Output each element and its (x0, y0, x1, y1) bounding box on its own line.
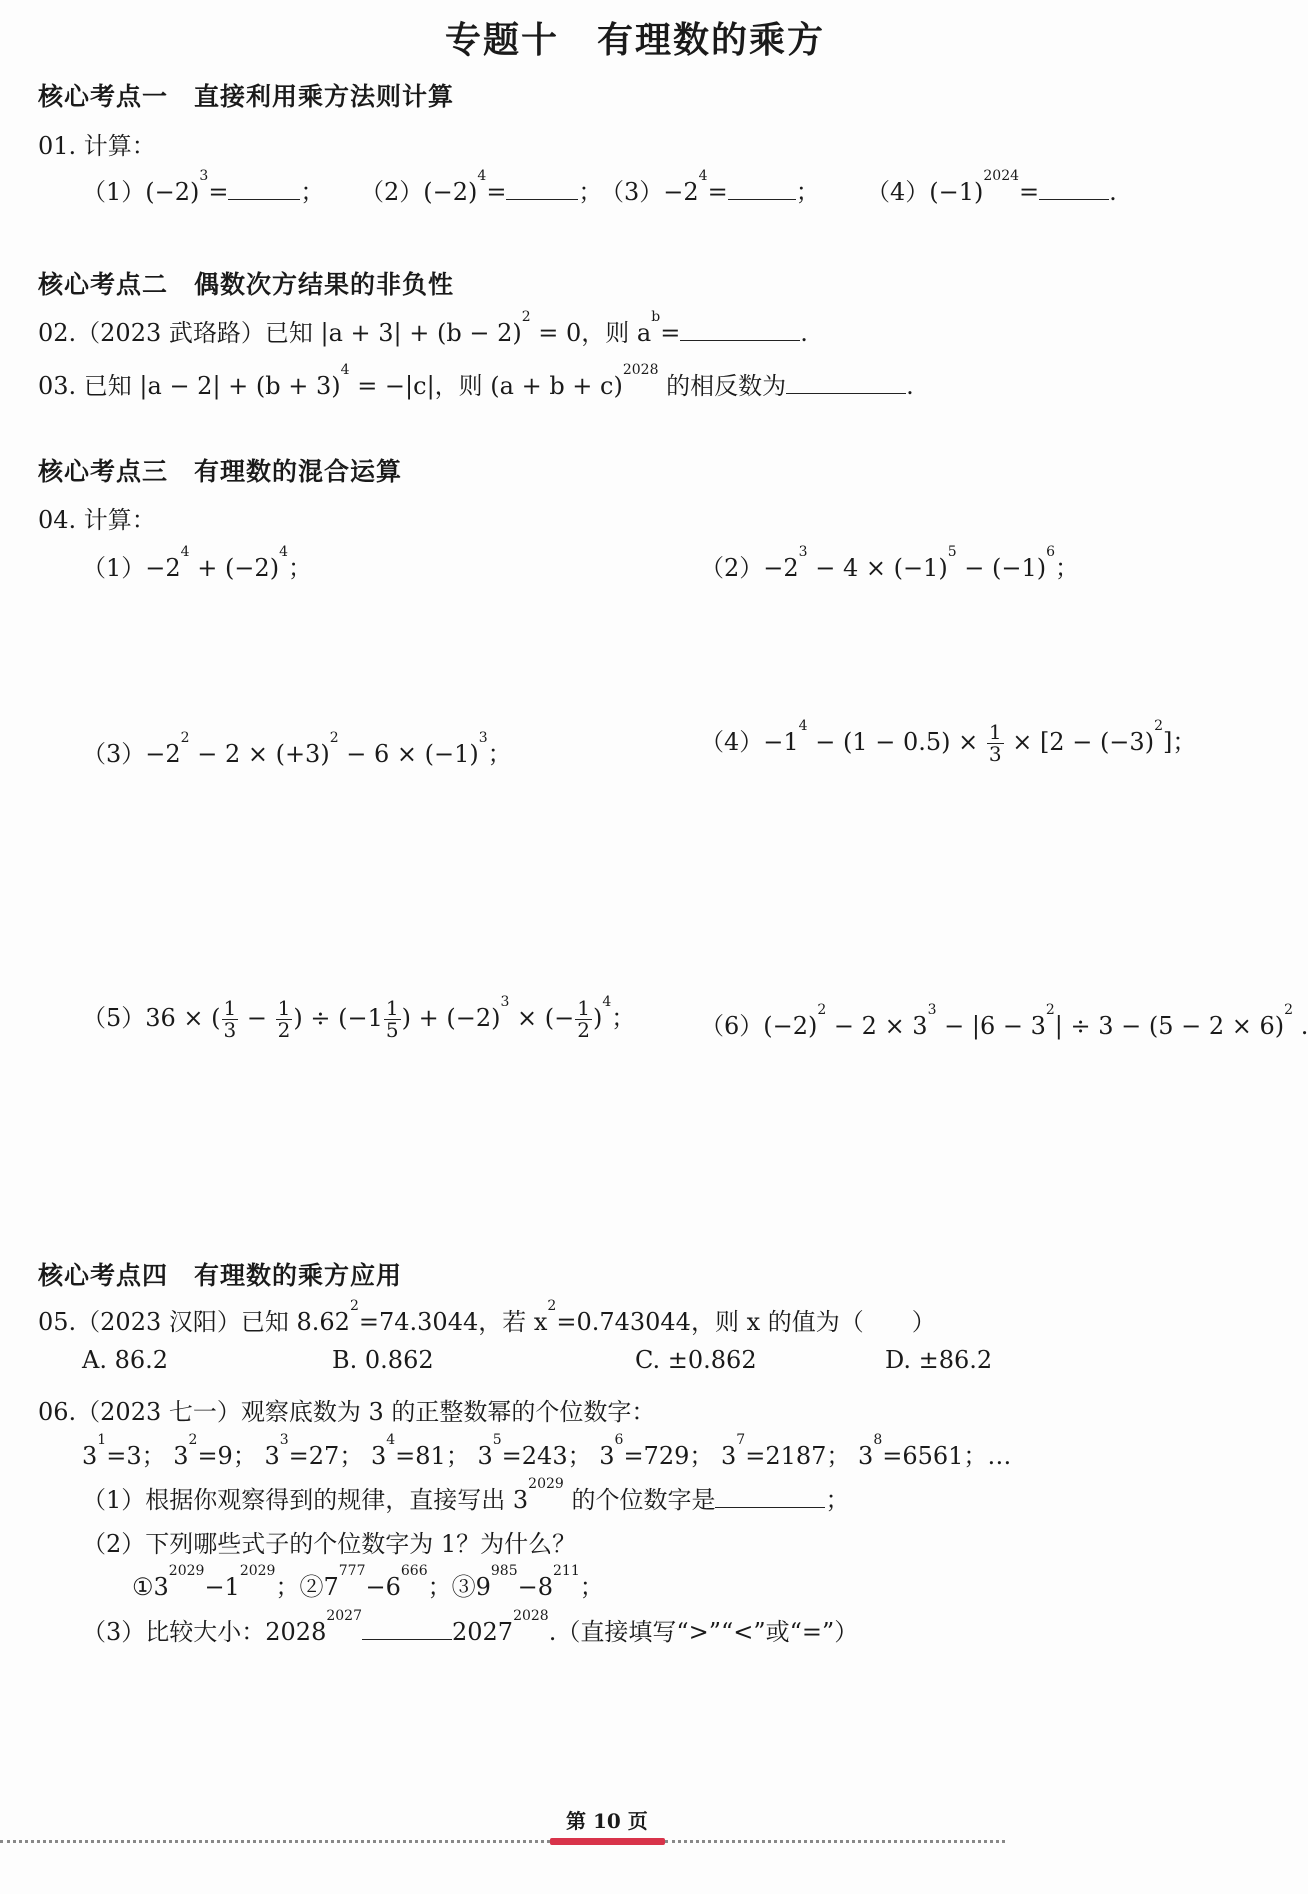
q05-option-c[interactable]: C. ±0.862 (635, 1346, 757, 1374)
fraction: $\frac{1}{2}$ (577, 996, 590, 1042)
question-06-heading: 06.（2023 七一）观察底数为 3 的正整数幂的个位数字： (38, 1398, 656, 1426)
q06-part-2-items: $①3^{2029}-1^{2029}$；$②7^{777}-6^{666}$；$③9^{985}-8^{211}$； (132, 1563, 604, 1601)
q04-part-5: （5）36 × ( $\frac{1}{3}$ − $\frac{1}{2}$ ) ÷ (−1 $\frac{1}{5}$ ) + $(-2)^3$ × (− $\frac{1}{2}$ )$^4$； (82, 994, 636, 1042)
q06-part-2: （2）下列哪些式子的个位数字为 1？为什么？ (82, 1530, 577, 1558)
fraction: $\frac{1}{3}$ (988, 720, 1002, 766)
answer-blank[interactable] (680, 314, 800, 341)
page-title: 专题十 有理数的乘方 (445, 19, 826, 61)
footer-dotted-line-left (0, 1840, 550, 1843)
question-04-heading: 04. 计算： (38, 506, 156, 534)
q01-part-4: $(4)(-1)^{2024}=$ . (866, 168, 1117, 206)
question-01-heading: 01. 计算： (38, 132, 156, 160)
q01-part-1: $(1)(-2)^3=$ ； (82, 168, 325, 206)
answer-blank[interactable] (786, 367, 906, 394)
answer-blank[interactable] (1039, 173, 1109, 200)
answer-blank[interactable] (728, 173, 796, 200)
q04-part-6: $(6)(-2)^2 - 2 \times 3^3 - |6 - 3^2| \div 3 - (5 - 2 \times 6)^2$ . (700, 1002, 1308, 1040)
footer-dotted-line-right (665, 1840, 1005, 1843)
question-05: 05.（2023 汉阳）已知 $8.62^2=74.3044$，若 $x^2=0.743044$，则 x 的值为（ ） (38, 1298, 936, 1336)
section-heading-1: 核心考点一 直接利用乘方法则计算 (38, 82, 455, 111)
section-heading-4: 核心考点四 有理数的乘方应用 (38, 1261, 403, 1290)
q04-part-1: $(1)-2^4 + (-2)^4$； (82, 544, 312, 582)
section-heading-2: 核心考点二 偶数次方结果的非负性 (38, 270, 455, 299)
q01-part-3: $(3)-2^4=$ ； (600, 168, 820, 206)
q06-part-1: （1）根据你观察得到的规律，直接写出 $3^{2029}$ 的个位数字是 ； (82, 1476, 850, 1514)
page-number: 第 10 页 (566, 1809, 648, 1833)
q01-part-2: $(2)(-2)^4=$ ； (360, 168, 603, 206)
fraction: $\frac{1}{5}$ (385, 996, 399, 1042)
q04-part-4: $(4)-1^4 - (1 - 0.5)$ × $\frac{1}{3}$ × $[2 - (-3)^2]$； (700, 718, 1197, 766)
q05-option-a[interactable]: A. 86.2 (82, 1346, 169, 1374)
q04-part-3: $(3)-2^2 - 2 \times (+3)^2 - 6 \times (-1)^3$； (82, 730, 512, 768)
fraction: $\frac{1}{3}$ (223, 996, 237, 1042)
answer-blank[interactable] (506, 173, 578, 200)
q05-option-b[interactable]: B. 0.862 (332, 1346, 434, 1374)
q05-option-d[interactable]: D. ±86.2 (885, 1346, 993, 1374)
answer-blank[interactable] (715, 1481, 825, 1508)
section-heading-3: 核心考点三 有理数的混合运算 (38, 457, 403, 486)
q06-powers-list: $3^1=3$； $3^2=9$； $3^3=27$； $3^4=81$； $3^5=243$； $3^6=729$； $3^7=2187$； $3^8=6561$；… (82, 1432, 1012, 1470)
answer-blank[interactable] (228, 173, 300, 200)
answer-blank[interactable] (362, 1613, 452, 1640)
footer-red-bar (550, 1838, 665, 1845)
question-03: 03. 已知 $|a - 2| + (b + 3)^4 = -|c|$，则 $(a + b + c)^{2028}$ 的相反数为 . (38, 362, 914, 400)
q06-part-3: （3）比较大小：$2028^{2027}2027^{2028}$.（直接填写“>”“<”或“=”） (82, 1608, 859, 1646)
question-02: 02.（2023 武珞路）已知 $|a + 3| + (b - 2)^2 = 0$，则 $a^b=$ . (38, 309, 808, 347)
fraction: $\frac{1}{2}$ (277, 996, 291, 1042)
q04-part-2: $(2)-2^3 - 4 \times (-1)^5 - (-1)^6$； (700, 544, 1080, 582)
